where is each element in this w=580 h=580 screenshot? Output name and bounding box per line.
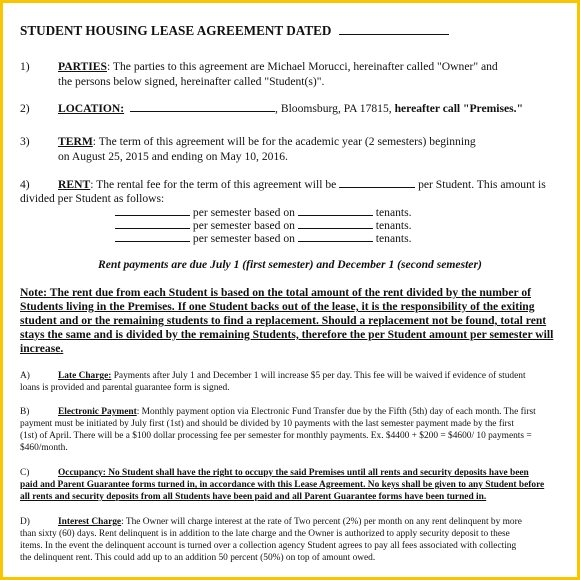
section-number: 1) [20, 60, 30, 73]
semester-amount-blank [115, 206, 190, 216]
interest-text-3: items. In the event the delinquent account is turned over a collection agency Student agrees to pay all fees associated with collecting [20, 541, 517, 551]
occ-text-2: paid and Parent Guarantee forms turned in, in accordance with this Lease Agreement. No keys shall be given to any Student before [20, 480, 545, 490]
interest-line-1 [20, 517, 522, 527]
note-line [20, 342, 63, 355]
parties-text-1: : The parties to this agreement are Michael Morucci, hereinafter called "Owner" and [106, 60, 498, 73]
note-text: stays the same and is divided by the remaining Students, therefore the per Student amount per semester will [20, 328, 554, 341]
term-text-2: on August 25, 2015 and ending on May 10, 2016. [58, 150, 288, 163]
interest-label: Interest Charge [58, 517, 122, 527]
section-location [58, 102, 523, 115]
occ-text-3: all rents and security deposits from all Students have been paid and all Parent Guarantee forms have been turned in. [20, 492, 487, 502]
occ-text-1: Occupancy: No Student shall have the right to occupy the said Premises until all rents and security deposits have been [58, 468, 529, 478]
location-blank [130, 102, 275, 112]
parties-label: PARTIES [58, 60, 107, 73]
rent-row-text: per semester based on [192, 219, 295, 232]
tenants-blank [298, 232, 373, 242]
location-text: , Bloomsburg, PA 17815, [275, 102, 392, 115]
tenants-blank [298, 219, 373, 229]
section-letter: C) [20, 468, 30, 478]
rent-row [115, 232, 412, 245]
section-term-num [20, 135, 30, 148]
epay-text-1: : Monthly payment option via Electronic Fund Transfer due by the Fifth (5th) day of each month. The first [136, 407, 536, 417]
rent-text-1: : The rental fee for the term of this agreement will be [90, 178, 337, 191]
interest-line-2 [20, 529, 510, 539]
note-line [20, 314, 546, 327]
date-blank [339, 25, 449, 35]
rent-row-end: tenants. [375, 219, 412, 232]
epay-line-2 [20, 419, 514, 429]
epay-text-2: payment must be initiated by July first (1st) and should be divided by 10 payments with the last semester payment made by the first [20, 419, 514, 429]
epay-line-3 [20, 431, 532, 441]
lease-document [3, 3, 577, 577]
note-line [20, 328, 553, 341]
rent-row [115, 206, 412, 219]
rent-row-text: per semester based on [192, 232, 295, 245]
section-location-num [20, 102, 30, 115]
epay-text-3: (1st) of April. There will be a $100 dollar processing fee per semester for monthly payments. Ex. $4400 + $200 = $4600/ 10 payments = [20, 431, 532, 441]
late-label: Late Charge: [58, 371, 112, 381]
term-line-1 [58, 135, 476, 148]
term-label: TERM [58, 135, 93, 148]
interest-line-3 [20, 541, 516, 551]
section-number: 3) [20, 135, 30, 148]
parties-text-2: the persons below signed, hereinafter called "Student(s)". [58, 75, 325, 88]
section-letter: B) [20, 407, 30, 417]
term-text-1: : The term of this agreement will be for the academic year (2 semesters) beginning [92, 135, 476, 148]
late-text-2: loans is provided and parental guarantee form is signed. [20, 383, 230, 393]
rent-row [115, 219, 412, 232]
rent-text-1b: per Student. This amount is [418, 178, 546, 191]
parties-line-1 [58, 60, 498, 73]
title-text: STUDENT HOUSING LEASE AGREEMENT DATED [20, 23, 332, 38]
late-line-2 [20, 383, 230, 393]
parties-line-2 [58, 75, 324, 88]
note-text: increase. [20, 342, 64, 355]
rent-row-end: tenants. [375, 206, 412, 219]
epay-text-4: $460/month. [20, 443, 68, 453]
epay-line-1 [20, 407, 536, 417]
location-label: LOCATION: [58, 102, 125, 115]
rent-due-text: Rent payments are due July 1 (first semester) and December 1 (second semester) [98, 258, 482, 271]
note-line [20, 300, 535, 313]
rent-row-end: tenants. [375, 232, 412, 245]
section-parties [20, 60, 30, 73]
rent-text-2: divided per Student as follows: [20, 192, 165, 205]
location-premises: hereafter call "Premises." [394, 102, 524, 115]
interest-text-1: : The Owner will charge interest at the rate of Two percent (2%) per month on any rent delinquent by more [121, 517, 522, 527]
rent-amount-blank [339, 178, 415, 188]
epay-line-4 [20, 443, 68, 453]
interest-text-4: the delinquent rent. This could add up to an addition 50 percent (50%) on top of amount owed. [20, 553, 376, 563]
section-number: 4) [20, 178, 30, 191]
section-letter: D) [20, 517, 30, 527]
semester-amount-blank [115, 219, 190, 229]
rent-label: RENT [58, 178, 91, 191]
interest-line-4 [20, 553, 375, 563]
rent-due-note [98, 258, 482, 271]
note-text: Note: The rent due from each Student is based on the total amount of the rent divided by the number of [20, 286, 532, 299]
epay-label: Electronic Payment [58, 407, 137, 417]
late-line-1 [20, 371, 526, 381]
note-text: student and or the remaining students to find a replacement. Should a replacement not be found, total rent [20, 314, 547, 327]
rent-line-1 [20, 178, 546, 191]
section-number: 2) [20, 102, 30, 115]
interest-text-2: than sixty (60) days. Rent delinquent is in addition to the late charge and the Owner is authorized to apply security deposit to these [20, 529, 510, 539]
rent-line-2 [20, 192, 164, 205]
note-text: Students living in the Premises. If one Student backs out of the lease, it is the responsibility of the exiting [20, 300, 535, 313]
tenants-blank [298, 206, 373, 216]
note-line [20, 286, 531, 299]
term-line-2 [58, 150, 288, 163]
section-letter: A) [20, 371, 30, 381]
rent-row-text: per semester based on [192, 206, 295, 219]
occ-line-3 [20, 492, 486, 502]
semester-amount-blank [115, 232, 190, 242]
occ-line-2 [20, 480, 544, 490]
occ-line-1 [20, 468, 529, 478]
late-text-1: Payments after July 1 and December 1 will increase $5 per day. This fee will be waived if evidence of student [113, 371, 526, 381]
document-title [20, 23, 449, 39]
